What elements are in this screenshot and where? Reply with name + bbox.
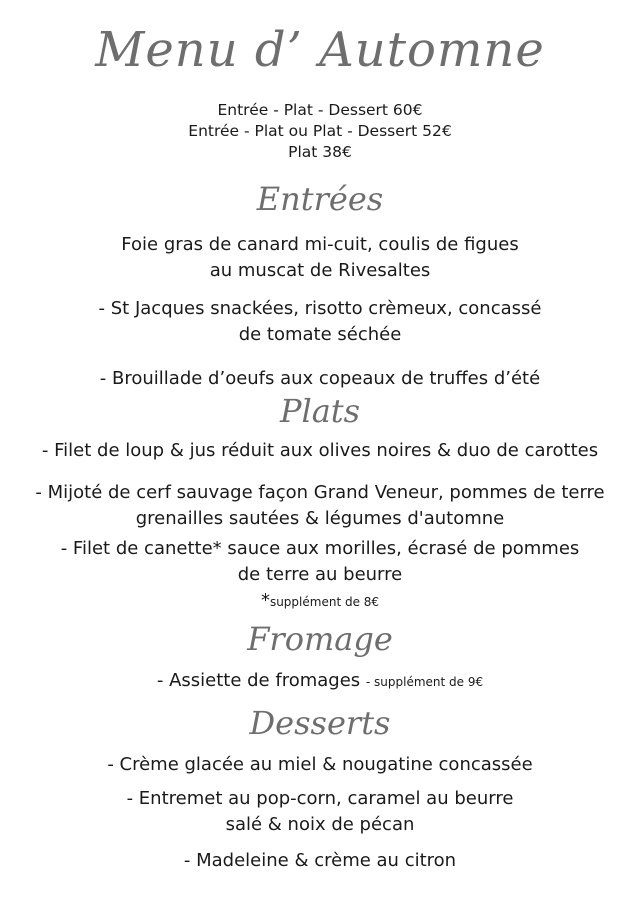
dish-line: salé & noix de pécan bbox=[225, 814, 415, 835]
dish-item bbox=[0, 480, 640, 532]
dish-item bbox=[0, 438, 640, 464]
dish-item bbox=[0, 366, 640, 392]
dish-item bbox=[0, 536, 640, 588]
dish-line: - Mijoté de cerf sauvage façon Grand Veneur, pommes de terre bbox=[35, 482, 605, 503]
section-heading-desserts: Desserts bbox=[249, 704, 391, 742]
dish-line: - Brouillade d’oeufs aux copeaux de truffes d’été bbox=[99, 368, 541, 389]
dish-item bbox=[0, 232, 640, 284]
dish-item bbox=[0, 786, 640, 838]
dish-line: - Crème glacée au miel & nougatine concassée bbox=[107, 754, 533, 775]
dish-line: grenailles sautées & légumes d'automne bbox=[135, 508, 505, 529]
dish-line: - Filet de canette* sauce aux morilles, écrasé de pommes bbox=[60, 538, 580, 559]
menu-title: Menu d’ Automne bbox=[95, 22, 545, 78]
section-heading-fromage: Fromage bbox=[247, 620, 393, 658]
dish-item bbox=[0, 296, 640, 348]
dish-line: - Assiette de fromages bbox=[156, 670, 361, 691]
note-star: * bbox=[260, 590, 270, 611]
formula-line: Entrée - Plat - Dessert 60€ bbox=[217, 101, 423, 119]
section-heading-plats: Plats bbox=[279, 392, 361, 430]
dish-item bbox=[0, 752, 640, 778]
dish-line: - Entremet au pop-corn, caramel au beurre bbox=[126, 788, 514, 809]
dish-line: Foie gras de canard mi-cuit, coulis de figues bbox=[121, 234, 519, 255]
dish-line: - St Jacques snackées, risotto crèmeux, concassé bbox=[98, 298, 542, 319]
section-heading-entrees: Entrées bbox=[256, 180, 384, 218]
supplement-text: - supplément de 9€ bbox=[365, 675, 484, 689]
dish-line: - Filet de loup & jus réduit aux olives noires & duo de carottes bbox=[41, 440, 599, 461]
dish-line: de tomate séchée bbox=[238, 324, 402, 345]
dish-line: de terre au beurre bbox=[237, 564, 403, 585]
dish-item bbox=[0, 668, 640, 695]
note-text: supplément de 8€ bbox=[269, 595, 380, 609]
formula-line: Plat 38€ bbox=[288, 143, 352, 161]
supplement-note bbox=[0, 588, 640, 615]
formula-line: Entrée - Plat ou Plat - Dessert 52€ bbox=[188, 122, 452, 140]
dish-item bbox=[0, 848, 640, 874]
dish-line: - Madeleine & crème au citron bbox=[183, 850, 457, 871]
dish-line: au muscat de Rivesaltes bbox=[209, 260, 431, 281]
price-formulas bbox=[0, 100, 640, 163]
